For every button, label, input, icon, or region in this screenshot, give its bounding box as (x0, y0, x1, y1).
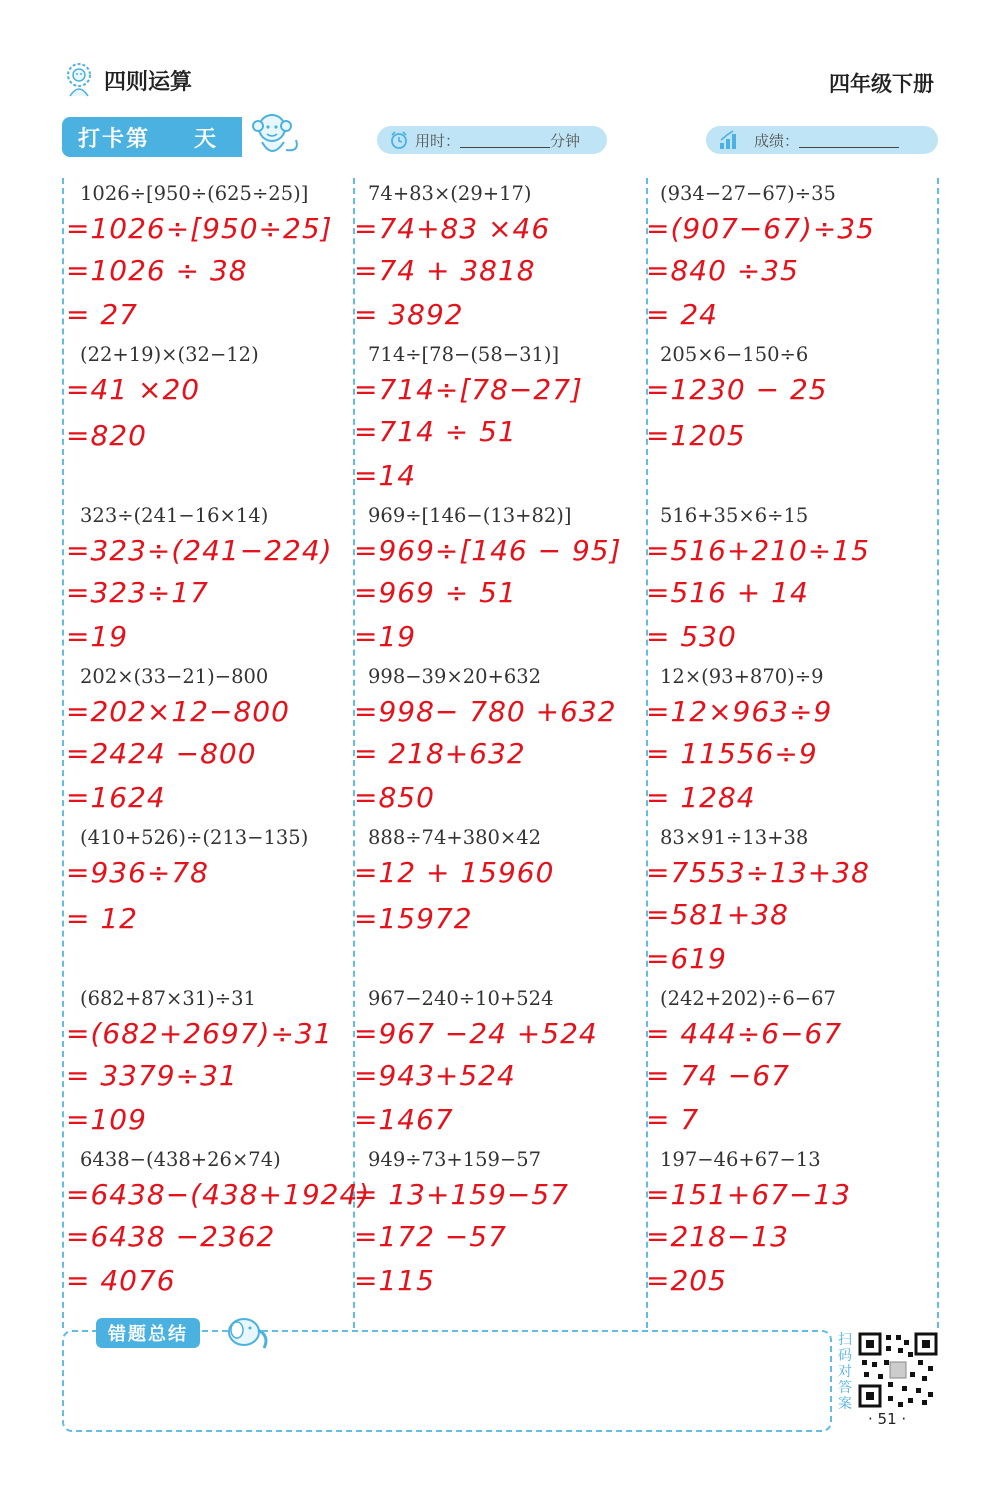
handwritten-step: =1205 (646, 419, 746, 452)
problem-expression: 323÷(241−16×14) (80, 504, 269, 527)
problem-expression: 202×(33−21)−800 (80, 665, 269, 688)
problem-cell (66, 1146, 371, 1307)
handwritten-step: =516+210÷15 (646, 534, 870, 567)
handwritten-step: = 74 −67 (646, 1059, 790, 1092)
problem-cell (66, 663, 356, 824)
handwritten-step: =969 ÷ 51 (354, 576, 517, 609)
handwritten-step: = 4076 (66, 1264, 176, 1297)
column-divider (62, 178, 64, 1328)
problem-expression: 83×91÷13+38 (660, 826, 809, 849)
problem-cell (66, 985, 356, 1146)
problem-expression: 998−39×20+632 (368, 665, 542, 688)
alarm-clock-icon (389, 130, 409, 150)
handwritten-step: =109 (66, 1103, 147, 1136)
problem-expression: (242+202)÷6−67 (660, 987, 836, 1010)
time-field (377, 126, 607, 154)
problem-expression: 12×(93+870)÷9 (660, 665, 824, 688)
scan-answer-label: 扫码对答案 (838, 1332, 852, 1412)
problem-cell (354, 824, 644, 985)
handwritten-step: =6438−(438+1924) (66, 1178, 371, 1211)
column-divider (937, 178, 939, 1328)
handwritten-step: =1624 (66, 781, 166, 814)
score-label: 成绩： (754, 131, 800, 150)
mistake-summary-label: 错题总结 (96, 1318, 200, 1348)
page-number: · 51 · (868, 1410, 907, 1428)
problem-expression: 1026÷[950÷(625÷25)] (80, 182, 309, 205)
handwritten-step: =1467 (354, 1103, 454, 1136)
handwritten-step: = 24 (646, 298, 718, 331)
handwritten-step: = 13+159−57 (354, 1178, 569, 1211)
handwritten-step: = 12 (66, 902, 138, 935)
handwritten-step: =516 + 14 (646, 576, 809, 609)
book-title: 四则运算 (104, 69, 193, 95)
handwritten-step: =172 −57 (354, 1220, 507, 1253)
handwritten-step: =619 (646, 942, 727, 975)
handwritten-step: =19 (66, 620, 129, 653)
handwritten-step: =1230 − 25 (646, 373, 828, 406)
handwritten-step: = 444÷6−67 (646, 1017, 843, 1050)
monkey-mascot-icon (244, 110, 306, 162)
handwritten-step: =998− 780 +632 (354, 695, 617, 728)
handwritten-step: =115 (354, 1264, 435, 1297)
bar-chart-icon (718, 129, 740, 151)
problem-cell (646, 502, 936, 663)
handwritten-step: =19 (354, 620, 417, 653)
problem-expression: 888÷74+380×42 (368, 826, 542, 849)
time-input[interactable] (460, 133, 550, 148)
page-header (62, 62, 192, 98)
problem-expression: 949÷73+159−57 (368, 1148, 542, 1171)
problem-cell (646, 341, 936, 502)
handwritten-step: = 1284 (646, 781, 756, 814)
handwritten-step: = 3379÷31 (66, 1059, 238, 1092)
problem-expression: (934−27−67)÷35 (660, 182, 836, 205)
handwritten-step: =7553÷13+38 (646, 856, 870, 889)
problem-expression: 197−46+67−13 (660, 1148, 821, 1171)
problem-cell (66, 341, 356, 502)
problem-cell (354, 341, 644, 502)
handwritten-step: =74 + 3818 (354, 254, 536, 287)
problem-expression: 74+83×(29+17) (368, 182, 532, 205)
handwritten-step: =323÷(241−224) (66, 534, 333, 567)
handwritten-step: =(682+2697)÷31 (66, 1017, 333, 1050)
problem-cell (66, 180, 356, 341)
handwritten-step: =12×963÷9 (646, 695, 833, 728)
score-input[interactable] (799, 133, 899, 148)
handwritten-step: = 218+632 (354, 737, 526, 770)
handwritten-step: =714÷[78−27] (354, 373, 583, 406)
handwritten-step: =969÷[146 − 95] (354, 534, 622, 567)
problem-cell (646, 824, 936, 985)
handwritten-step: = 3892 (354, 298, 464, 331)
handwritten-step: = 11556÷9 (646, 737, 818, 770)
handwritten-step: =2424 −800 (66, 737, 257, 770)
time-unit: 分钟 (550, 131, 581, 150)
handwritten-step: =74+83 ×46 (354, 212, 551, 245)
checkin-day-label: 天 (194, 126, 219, 152)
problem-cell (354, 663, 644, 824)
problem-cell (354, 180, 644, 341)
problem-expression: 714÷[78−(58−31)] (368, 343, 560, 366)
problem-cell (354, 502, 644, 663)
elephant-mascot-icon (220, 1310, 272, 1352)
problem-cell (646, 180, 936, 341)
handwritten-step: =151+67−13 (646, 1178, 852, 1211)
handwritten-step: = 27 (66, 298, 138, 331)
problem-cell (66, 502, 356, 663)
handwritten-step: =967 −24 +524 (354, 1017, 598, 1050)
qr-code-icon[interactable] (858, 1332, 938, 1408)
handwritten-step: =14 (354, 459, 417, 492)
handwritten-step: =6438 −2362 (66, 1220, 276, 1253)
problem-cell (646, 663, 936, 824)
handwritten-step: =205 (646, 1264, 727, 1297)
handwritten-step: =(907−67)÷35 (646, 212, 875, 245)
handwritten-step: =936÷78 (66, 856, 209, 889)
lion-mascot-icon (62, 62, 96, 98)
problem-cell (646, 985, 936, 1146)
handwritten-step: =714 ÷ 51 (354, 415, 517, 448)
problem-expression: 516+35×6÷15 (660, 504, 809, 527)
handwritten-step: =1026 ÷ 38 (66, 254, 248, 287)
problem-cell (646, 1146, 936, 1307)
handwritten-step: =1026÷[950÷25] (66, 212, 333, 245)
problem-expression: 969÷[146−(13+82)] (368, 504, 572, 527)
problem-cell (354, 1146, 644, 1307)
score-field (706, 126, 938, 154)
handwritten-step: =581+38 (646, 898, 789, 931)
handwritten-step: =41 ×20 (66, 373, 201, 406)
problem-expression: (410+526)÷(213−135) (80, 826, 309, 849)
handwritten-step: =12 + 15960 (354, 856, 555, 889)
handwritten-step: =850 (354, 781, 435, 814)
handwritten-step: =15972 (354, 902, 473, 935)
time-label: 用时： (415, 131, 461, 150)
handwritten-step: = 7 (646, 1103, 700, 1136)
problem-expression: (682+87×31)÷31 (80, 987, 256, 1010)
handwritten-step: = 530 (646, 620, 737, 653)
grade-label: 四年级下册 (829, 72, 934, 96)
checkin-label: 打卡第 (78, 126, 151, 152)
handwritten-step: =820 (66, 419, 147, 452)
handwritten-step: =202×12−800 (66, 695, 290, 728)
problem-expression: 6438−(438+26×74) (80, 1148, 281, 1171)
handwritten-step: =943+524 (354, 1059, 516, 1092)
checkin-tag (62, 117, 242, 157)
problem-expression: 205×6−150÷6 (660, 343, 809, 366)
problem-expression: 967−240÷10+524 (368, 987, 554, 1010)
problem-cell (66, 824, 356, 985)
handwritten-step: =218−13 (646, 1220, 789, 1253)
handwritten-step: =840 ÷35 (646, 254, 799, 287)
problem-expression: (22+19)×(32−12) (80, 343, 259, 366)
problem-cell (354, 985, 644, 1146)
handwritten-step: =323÷17 (66, 576, 209, 609)
